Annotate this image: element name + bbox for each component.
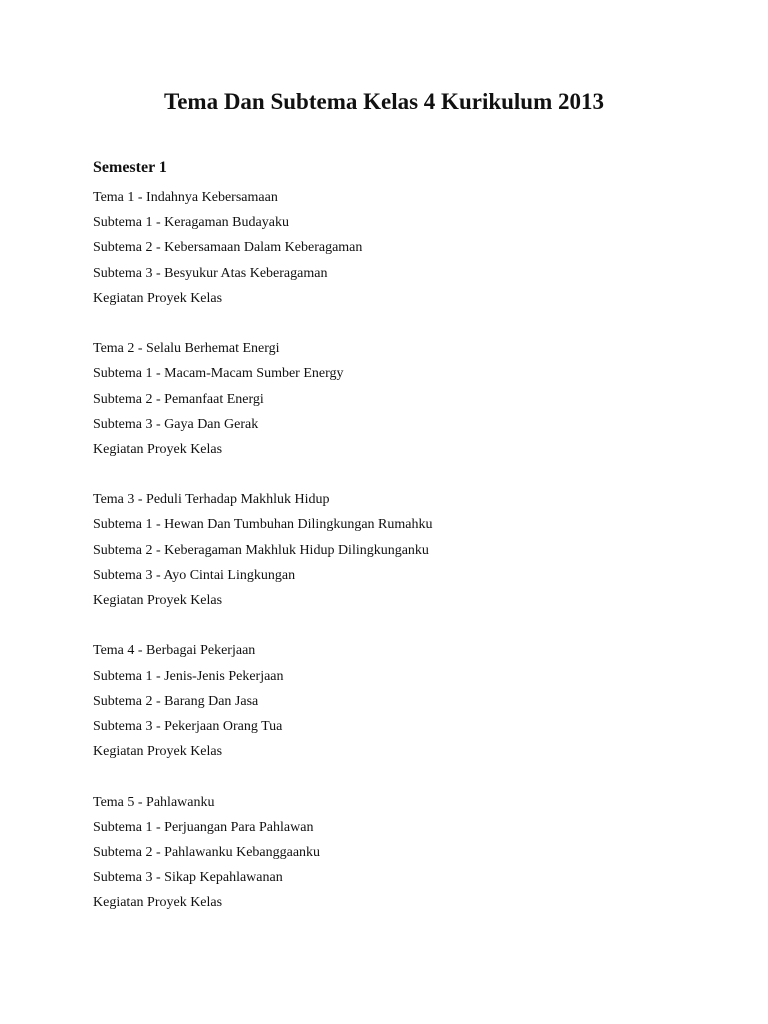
theme-block: [93, 790, 693, 916]
subtheme-item: Subtema 1 - Keragaman Budayaku: [93, 215, 289, 231]
spacer: [93, 613, 693, 638]
theme-block: [93, 336, 693, 462]
subtheme-item: Subtema 1 - Perjuangan Para Pahlawan: [93, 819, 314, 835]
theme-block: [93, 638, 693, 764]
subtheme-item: Subtema 1 - Macam-Macam Sumber Energy: [93, 366, 344, 382]
subtheme-item: Subtema 2 - Barang Dan Jasa: [93, 693, 259, 709]
subtheme-item: Subtema 1 - Jenis-Jenis Pekerjaan: [93, 668, 284, 684]
theme-title: Tema 2 - Selalu Berhemat Energi: [93, 341, 280, 357]
subtheme-item: Subtema 3 - Ayo Cintai Lingkungan: [93, 567, 296, 583]
theme-title: Tema 3 - Peduli Terhadap Makhluk Hidup: [93, 492, 330, 508]
subtheme-item: Subtema 2 - Keberagaman Makhluk Hidup Dilingkunganku: [93, 542, 429, 558]
project-activity: Kegiatan Proyek Kelas: [93, 895, 223, 911]
document-title: Tema Dan Subtema Kelas 4 Kurikulum 2013: [163, 89, 605, 114]
theme-list: [93, 185, 693, 915]
subtheme-item: Subtema 2 - Pemanfaat Energi: [93, 391, 264, 407]
subtheme-item: Subtema 3 - Besyukur Atas Keberagaman: [93, 265, 328, 281]
subtheme-item: Subtema 1 - Hewan Dan Tumbuhan Dilingkungan Rumahku: [93, 517, 433, 533]
theme-block: [93, 185, 693, 311]
semester-heading: Semester 1: [93, 159, 167, 176]
theme-title: Tema 4 - Berbagai Pekerjaan: [93, 643, 256, 659]
spacer: [93, 462, 693, 487]
subtheme-item: Subtema 3 - Gaya Dan Gerak: [93, 416, 259, 432]
theme-title: Tema 1 - Indahnya Kebersamaan: [93, 190, 278, 205]
project-activity: Kegiatan Proyek Kelas: [93, 593, 223, 608]
spacer: [93, 764, 693, 789]
subtheme-item: Subtema 3 - Sikap Kepahlawanan: [93, 870, 283, 886]
subtheme-item: Subtema 3 - Pekerjaan Orang Tua: [93, 718, 283, 734]
project-activity: Kegiatan Proyek Kelas: [93, 744, 223, 760]
subtheme-item: Subtema 2 - Pahlawanku Kebanggaanku: [93, 844, 321, 860]
theme-block: [93, 487, 693, 613]
spacer: [93, 311, 693, 336]
project-activity: Kegiatan Proyek Kelas: [93, 290, 223, 306]
subtheme-item: Subtema 2 - Kebersamaan Dalam Keberagaman: [93, 240, 363, 256]
project-activity: Kegiatan Proyek Kelas: [93, 441, 223, 457]
theme-title: Tema 5 - Pahlawanku: [93, 794, 215, 810]
